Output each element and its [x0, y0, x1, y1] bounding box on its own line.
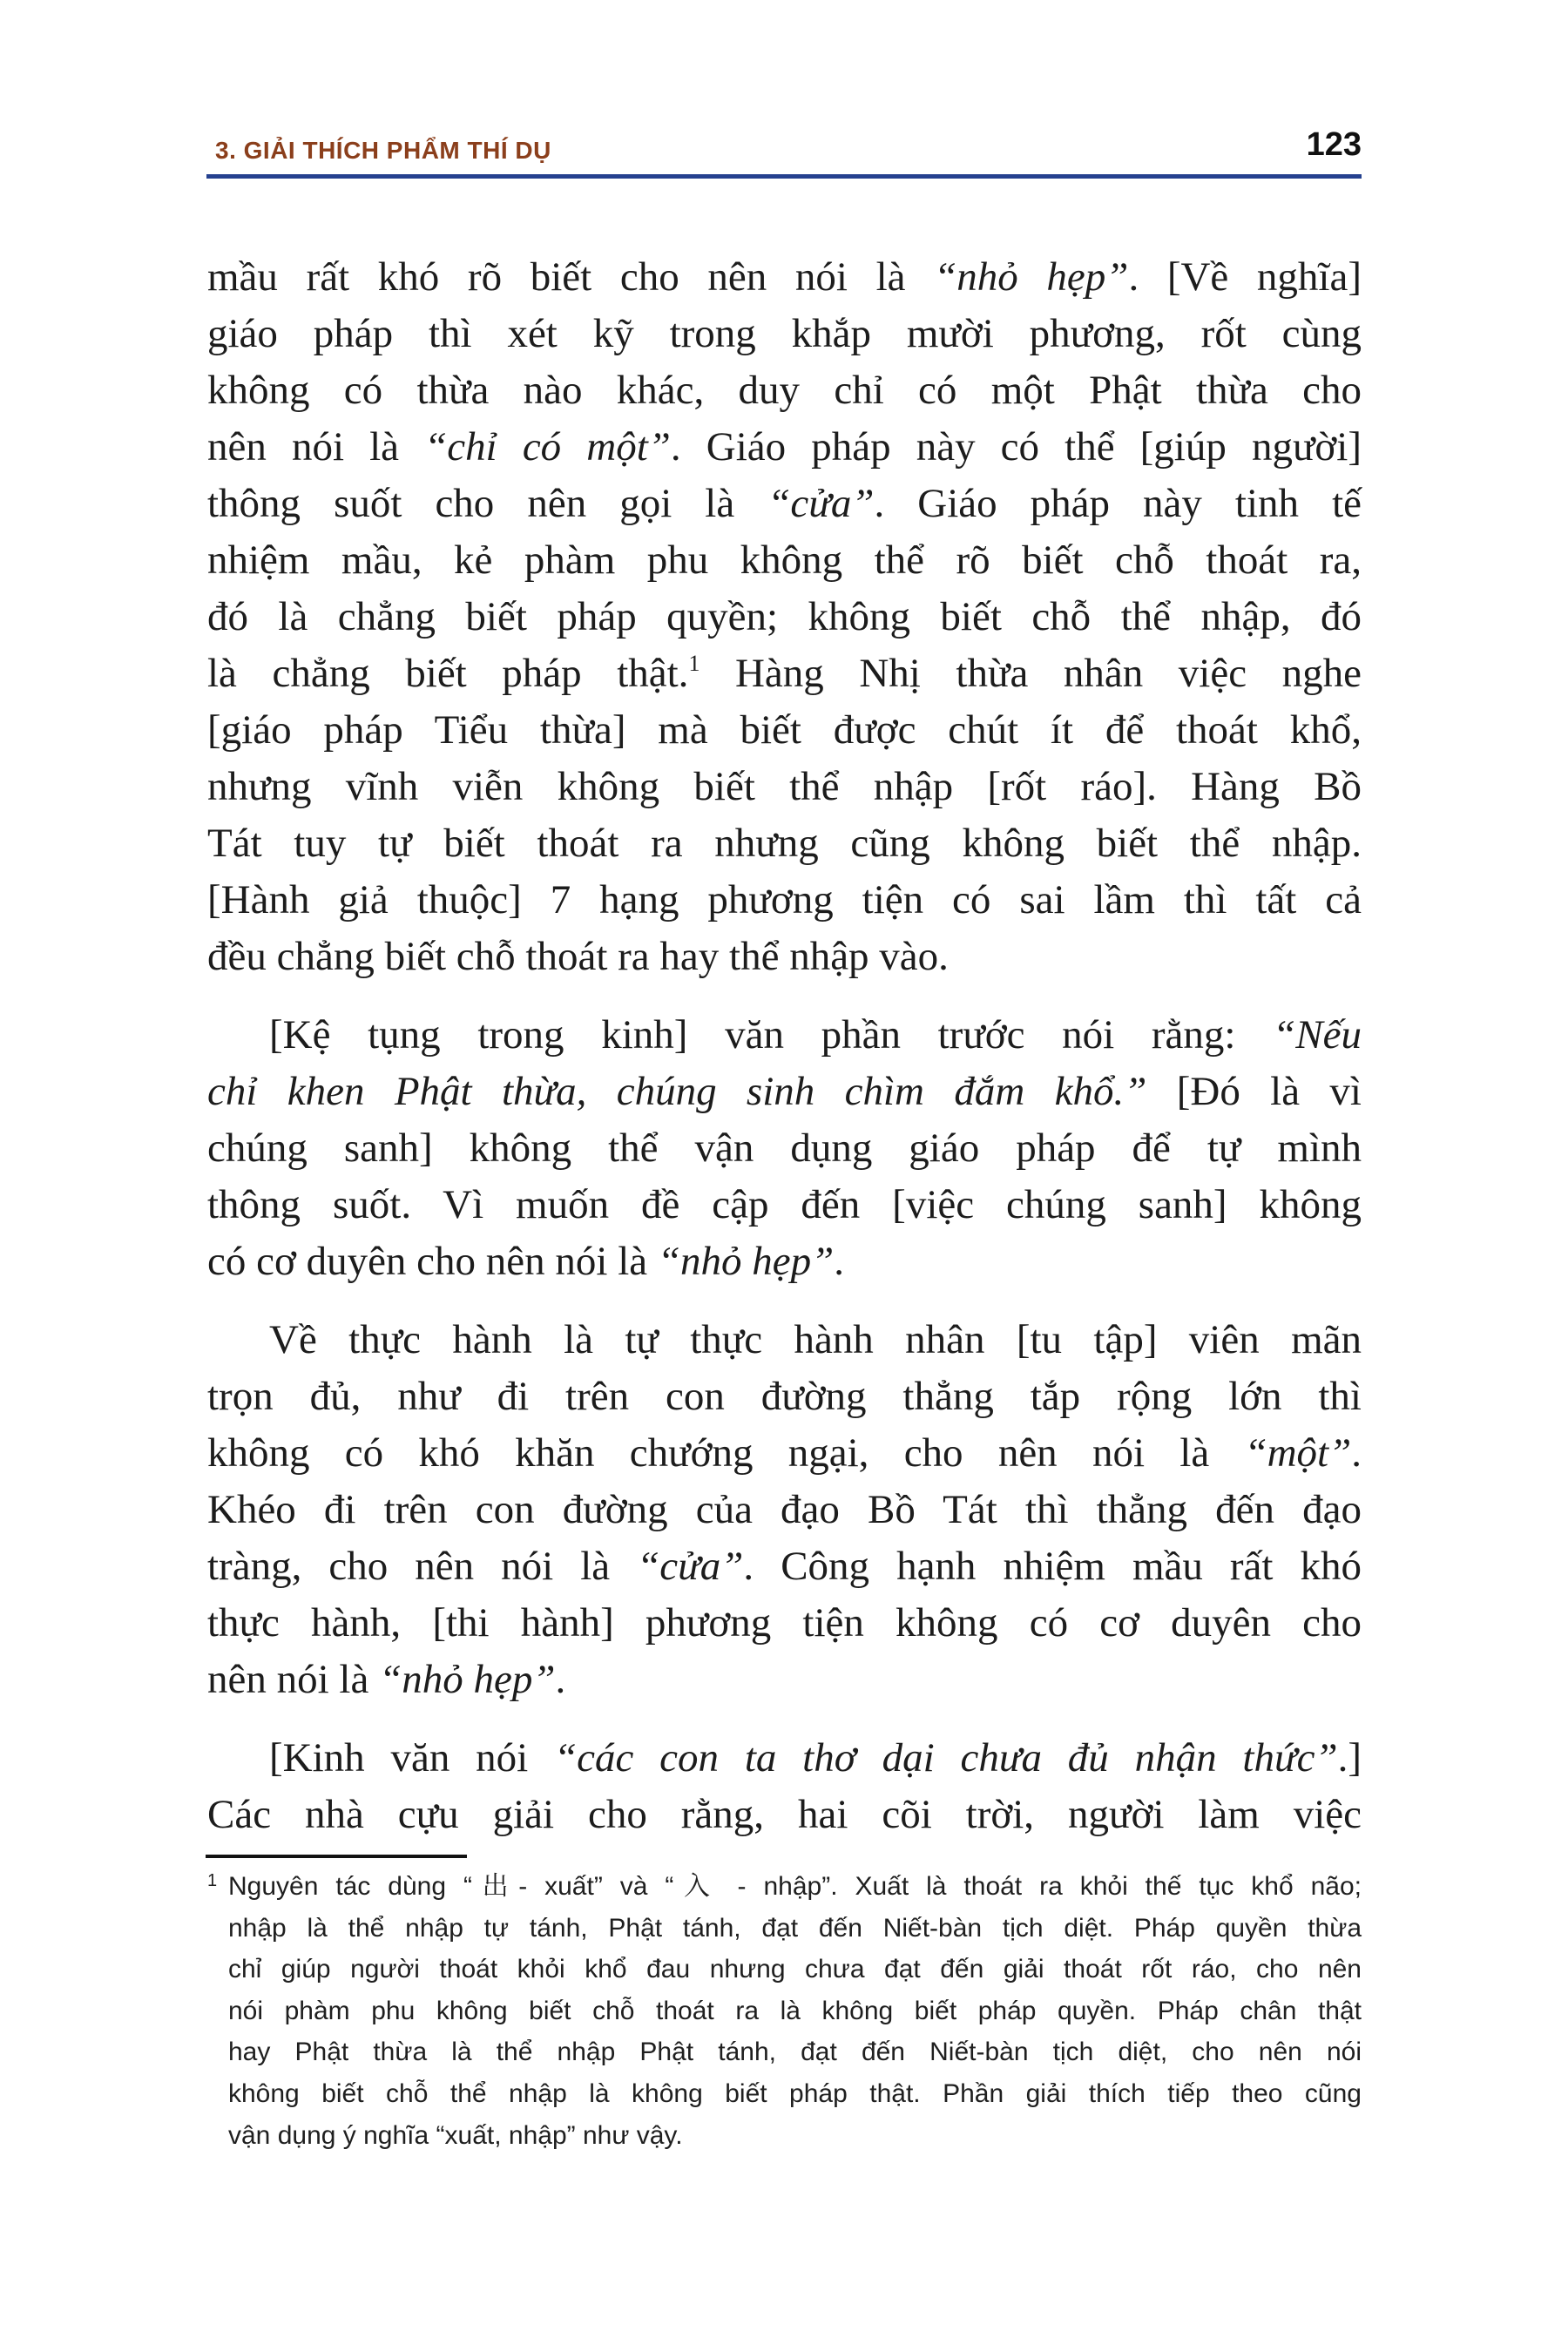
footnote-reference[interactable]: 1 — [688, 651, 700, 676]
italic-quote: “các con ta thơ dại chưa đủ nhận thức” — [553, 1735, 1338, 1781]
text-line — [207, 476, 1362, 532]
text-segment: thông suốt cho nên gọi là — [207, 481, 768, 526]
text-segment: Hàng Nhị thừa nhân việc nghe — [700, 651, 1362, 696]
footnote-line: chỉ giúp người thoát khỏi khổ đau nhưng chưa đạt đến giải thoát rốt ráo, cho nên — [228, 1955, 1362, 1984]
chapter-running-head: 3. GIẢI THÍCH PHẨM THÍ DỤ — [215, 137, 551, 164]
text-line — [207, 362, 1362, 419]
text-segment: Tát tuy tự biết thoát ra nhưng cũng không biết thể nhập. — [207, 821, 1362, 866]
text-segment: đều chẳng biết chỗ thoát ra hay thể nhập vào. — [207, 934, 949, 979]
text-line — [207, 1120, 1362, 1177]
italic-quote: “cửa” — [637, 1544, 744, 1589]
italic-quote: “nhỏ hẹp” — [657, 1239, 835, 1284]
text-segment: nên nói là — [207, 1657, 380, 1702]
body-text — [207, 249, 1362, 1865]
text-segment: mầu rất khó rõ biết cho nên nói là — [207, 254, 935, 300]
text-line — [207, 1369, 1362, 1425]
text-line — [207, 759, 1362, 815]
text-segment: .] — [1337, 1735, 1362, 1781]
text-line — [207, 1425, 1362, 1482]
text-line — [207, 645, 1362, 702]
italic-quote: “chỉ có một” — [424, 424, 671, 470]
text-segment: tràng, cho nên nói là — [207, 1544, 638, 1589]
italic-quote: chỉ khen Phật thừa, chúng sinh chìm đắm khổ.” — [207, 1069, 1147, 1114]
text-line — [207, 1652, 1362, 1708]
page-number: 123 — [1306, 126, 1362, 163]
paragraph — [207, 1312, 1362, 1708]
paragraph — [207, 1007, 1362, 1290]
text-segment: trọn đủ, như đi trên con đường thẳng tắp rộng lớn thì — [207, 1374, 1362, 1419]
italic-quote: “cửa” — [767, 481, 875, 526]
text-line — [207, 1482, 1362, 1538]
text-segment: không có thừa nào khác, duy chỉ có một Phật thừa cho — [207, 368, 1362, 413]
text-line — [207, 1064, 1362, 1120]
text-line — [207, 1007, 1362, 1064]
text-segment: Khéo đi trên con đường của đạo Bồ Tát thì thẳng đến đạo — [207, 1487, 1362, 1532]
italic-quote: “một” — [1244, 1430, 1352, 1476]
italic-quote: “Nếu — [1273, 1012, 1362, 1058]
text-line — [207, 1538, 1362, 1595]
text-segment: là chẳng biết pháp thật. — [207, 651, 689, 696]
footnote-mark: 1 — [207, 1871, 218, 1890]
text-segment: thông suốt. Vì muốn đề cập đến [việc chúng sanh] không — [207, 1182, 1362, 1227]
text-segment: Các nhà cựu giải cho rằng, hai cõi trời, người làm việc — [207, 1792, 1362, 1837]
text-line — [207, 815, 1362, 872]
text-segment: . Giáo pháp này tinh tế — [874, 481, 1362, 526]
text-line — [207, 419, 1362, 476]
text-segment: nhưng vĩnh viễn không biết thể nhập [rốt ráo]. Hàng Bồ — [207, 764, 1362, 809]
text-segment: đó là chẳng biết pháp quyền; không biết chỗ thể nhập, đó — [207, 594, 1362, 639]
text-segment: Về thực hành là tự thực hành nhân [tu tập] viên mãn — [269, 1317, 1362, 1362]
text-segment: [Kệ tụng trong kinh] văn phần trước nói rằng: — [269, 1012, 1274, 1058]
footnote-line: vận dụng ý nghĩa “xuất, nhập” như vậy. — [228, 2120, 683, 2150]
text-segment: nên nói là — [207, 424, 425, 470]
text-segment: . — [834, 1239, 845, 1284]
footnote-line: nói phàm phu không biết chỗ thoát ra là không biết pháp quyền. Pháp chân thật — [228, 1996, 1362, 2025]
text-segment: có cơ duyên cho nên nói là — [207, 1239, 658, 1284]
text-segment: không có khó khăn chướng ngại, cho nên nói là — [207, 1430, 1245, 1476]
italic-quote: “nhỏ hẹp” — [379, 1657, 556, 1702]
text-segment: giáo pháp thì xét kỹ trong khắp mười phương, rốt cùng — [207, 311, 1362, 356]
paragraph — [207, 1730, 1362, 1843]
text-segment: chúng sanh] không thể vận dụng giáo pháp để tự mình — [207, 1125, 1362, 1171]
footnote-lines — [228, 1866, 1362, 2156]
text-line — [207, 1312, 1362, 1369]
text-line — [207, 1177, 1362, 1233]
text-segment: . Giáo pháp này có thể [giúp người] — [670, 424, 1362, 470]
text-line — [207, 929, 1362, 985]
text-segment: thực hành, [thi hành] phương tiện không có cơ duyên cho — [207, 1600, 1362, 1646]
text-line — [207, 1730, 1362, 1787]
text-segment: . Công hạnh nhiệm mầu rất khó — [743, 1544, 1362, 1589]
text-segment: . [Về nghĩa] — [1128, 254, 1362, 300]
text-segment: [Kinh văn nói — [269, 1735, 554, 1781]
footnote-line: Nguyên tác dùng “出- xuất” và “入 - nhập”. Xuất là thoát ra khỏi thế tục khổ não; — [228, 1872, 1362, 1901]
text-segment: nhiệm mầu, kẻ phàm phu không thể rõ biết chỗ thoát ra, — [207, 537, 1362, 583]
text-segment: [Đó là vì — [1146, 1069, 1362, 1114]
header-rule — [206, 174, 1362, 179]
footnote-separator — [206, 1855, 467, 1858]
text-line — [207, 1787, 1362, 1843]
text-segment: [giáo pháp Tiểu thừa] mà biết được chút ít để thoát khổ, — [207, 707, 1362, 753]
text-segment: . — [555, 1657, 566, 1702]
text-line — [207, 872, 1362, 929]
text-line — [207, 1233, 1362, 1290]
italic-quote: “nhỏ hẹp” — [934, 254, 1129, 300]
footnote — [207, 1866, 1362, 2156]
text-segment: . — [1351, 1430, 1362, 1476]
text-line — [207, 589, 1362, 645]
footnote-line: hay Phật thừa là thể nhập Phật tánh, đạt đến Niết-bàn tịch diệt, cho nên nói — [228, 2038, 1362, 2067]
text-line — [207, 1595, 1362, 1652]
text-line — [207, 702, 1362, 759]
text-segment: [Hành giả thuộc] 7 hạng phương tiện có sai lầm thì tất cả — [207, 877, 1362, 923]
text-line — [207, 306, 1362, 362]
text-line — [207, 532, 1362, 589]
text-line — [207, 249, 1362, 306]
paragraph — [207, 249, 1362, 985]
footnote-line: nhập là thể nhập tự tánh, Phật tánh, đạt đến Niết-bàn tịch diệt. Pháp quyền thừa — [228, 1913, 1362, 1943]
footnote-line: không biết chỗ thể nhập là không biết pháp thật. Phần giải thích tiếp theo cũng — [228, 2078, 1362, 2108]
